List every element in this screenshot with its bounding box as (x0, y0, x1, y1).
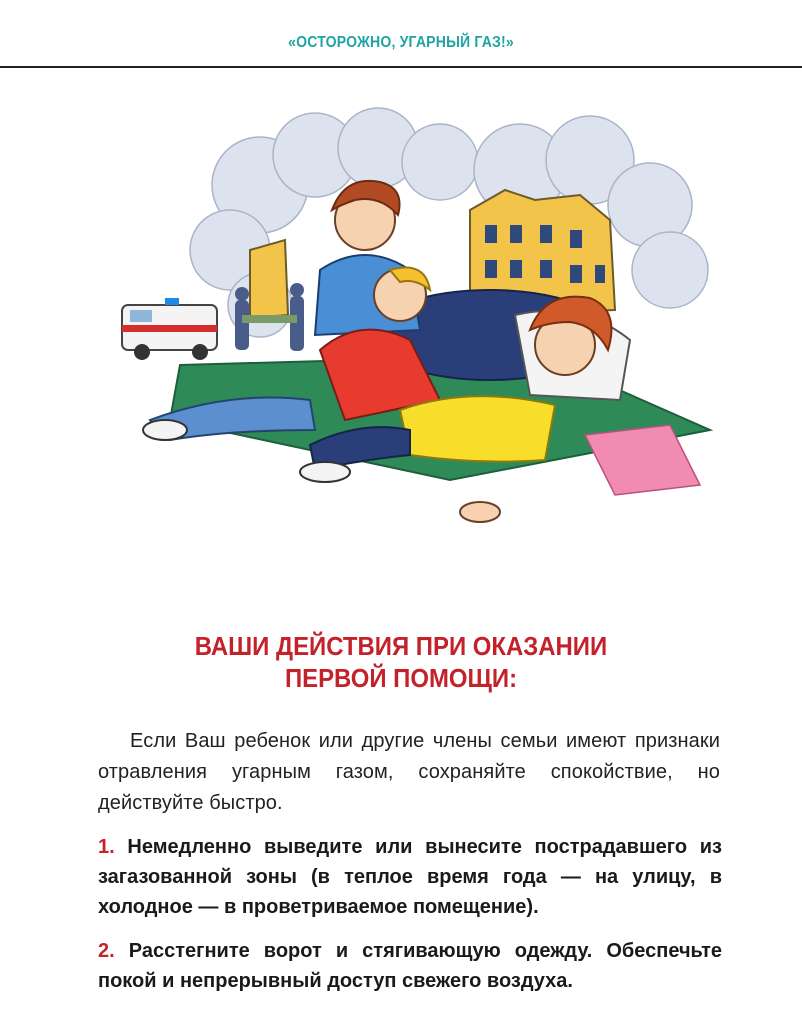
step-text: Расстегните ворот и стягивающую одежду. Обеспечьте покой и непрерывный доступ свежего воздуха. (98, 940, 723, 992)
step-1 (98, 832, 722, 922)
girl-coughing (515, 297, 630, 400)
running-title: «ОСТОРОЖНО, УГАРНЫЙ ГАЗ!» (288, 34, 514, 51)
step-number: 2. (98, 940, 115, 962)
section-title-line1: ВАШИ ДЕЙСТВИЯ ПРИ ОКАЗАНИИ (194, 631, 608, 661)
step-number: 1. (98, 836, 115, 858)
section-title-line2: ПЕРВОЙ ПОМОЩИ: (284, 663, 518, 693)
step-2 (98, 936, 722, 996)
header-divider (0, 66, 802, 68)
section-title (32, 630, 770, 694)
intro-paragraph: Если Ваш ребенок или другие члены семьи имеют признаки отравления угарным газом, сохраняйте спокойствие, но действуйте быстро. (98, 730, 720, 814)
ambulance-icon (122, 298, 217, 360)
step-text: Немедленно выведите или вынесите пострадавшего из загазованной зоны (в теплое время года — на улицу, в холодное — в проветриваемое помещение). (98, 836, 722, 918)
rescue-illustration (110, 100, 730, 540)
